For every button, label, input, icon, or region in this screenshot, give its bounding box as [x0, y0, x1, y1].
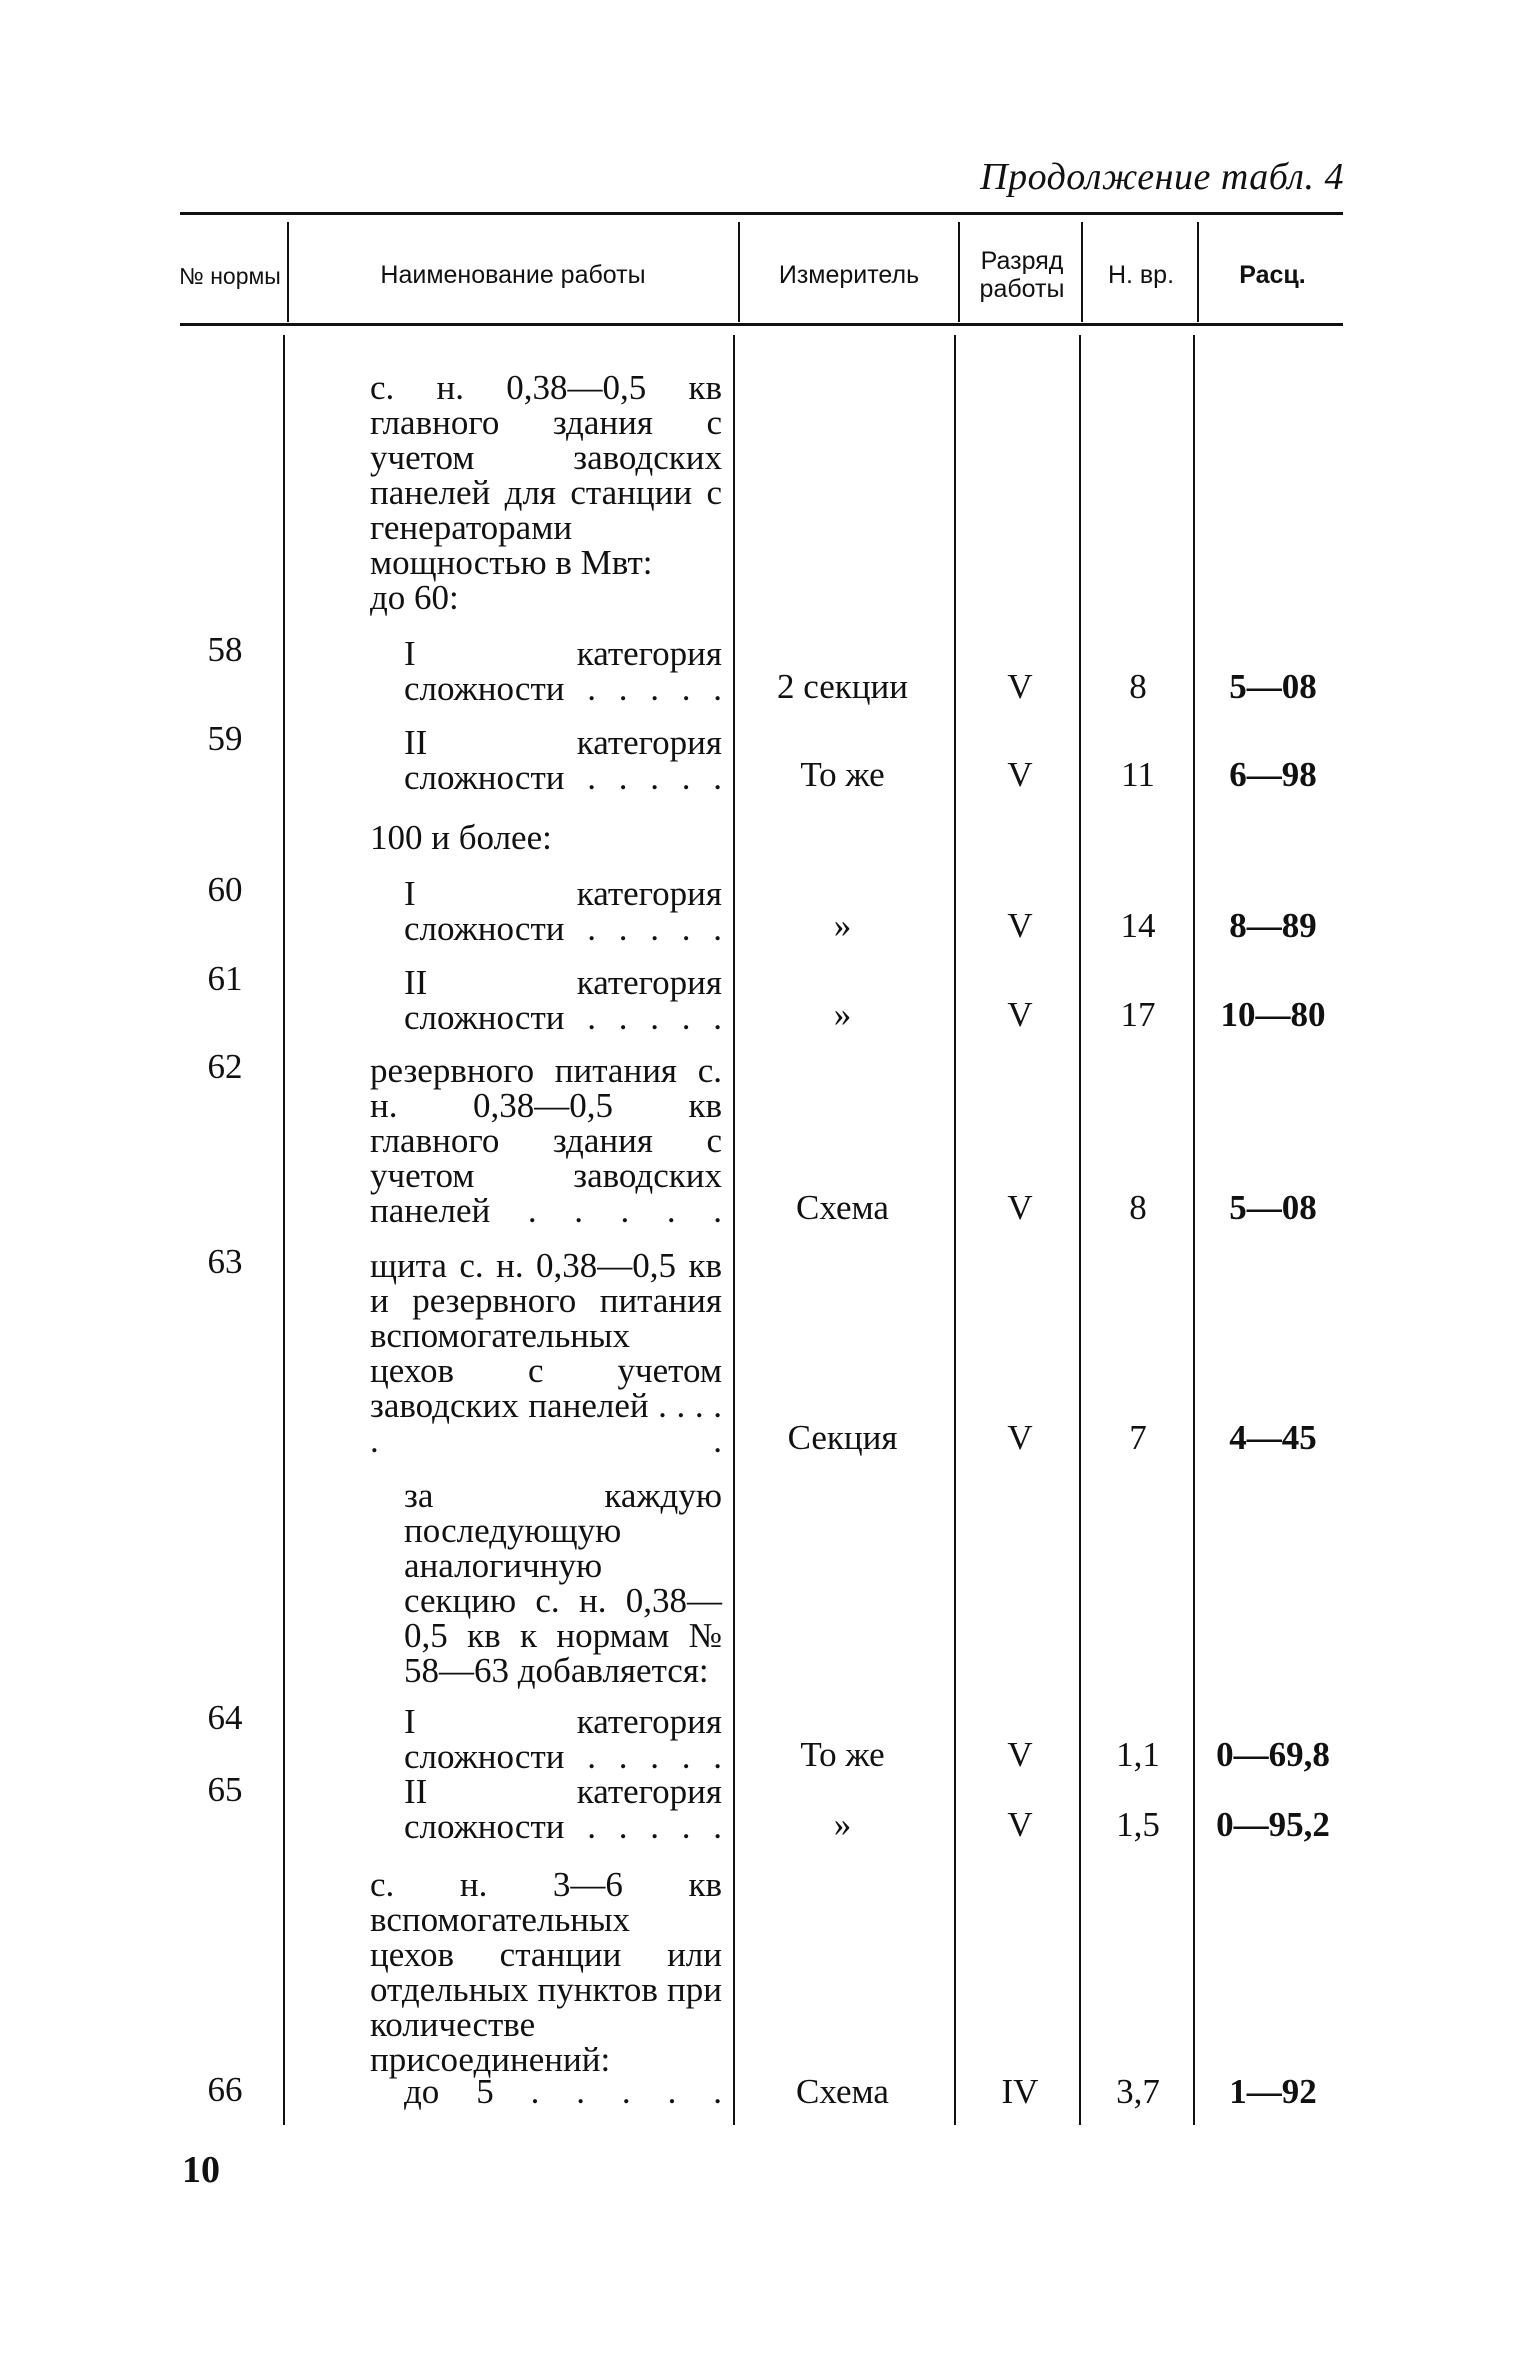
header-divider — [287, 222, 289, 322]
section-aux: с. н. 3—6 кв вспомогательных цехов станции или отдельных пунктов при количестве присоединений: — [370, 1865, 722, 2079]
column-divider — [1079, 335, 1081, 2125]
row-time-norm: 17 — [1120, 995, 1156, 1034]
norm-number: 60 — [207, 870, 243, 909]
row-rate: 5—08 — [1229, 1188, 1317, 1227]
row-measure: То же — [800, 1735, 885, 1774]
row-time-norm: 8 — [1129, 667, 1147, 706]
row-measure: » — [833, 1805, 852, 1844]
column-divider — [733, 335, 735, 2125]
row-description: I категория сложности . . . . . — [404, 874, 722, 948]
column-divider — [283, 335, 285, 2125]
row-description: резервного питания с. н. 0,38—0,5 кв главного здания с учетом заводских панелей . . . . . — [370, 1051, 722, 1230]
section-each-next: за каждую последующую аналогичную секцию с. н. 0,38—0,5 кв к нормам № 58—63 добавляется: — [404, 1476, 722, 1690]
header-divider — [738, 222, 740, 322]
row-time-norm: 11 — [1121, 755, 1155, 794]
row-time-norm: 1,5 — [1116, 1805, 1160, 1844]
header-divider — [1081, 222, 1083, 322]
norm-number: 63 — [207, 1242, 243, 1281]
row-grade: V — [1007, 906, 1033, 945]
row-time-norm: 8 — [1129, 1188, 1147, 1227]
row-rate: 4—45 — [1229, 1418, 1317, 1457]
row-grade: V — [1007, 755, 1033, 794]
row-rate: 10—80 — [1220, 995, 1326, 1034]
row-grade: V — [1007, 1418, 1033, 1457]
header-measure: Измеритель — [778, 261, 920, 289]
row-measure: » — [833, 995, 852, 1034]
norm-number: 65 — [207, 1770, 243, 1809]
page-number: 10 — [182, 2149, 220, 2191]
subsection-upto-60: до 60: — [370, 578, 459, 617]
header-norm-no: № нормы — [179, 263, 281, 289]
row-time-norm: 3,7 — [1116, 2072, 1160, 2111]
norm-number: 59 — [207, 719, 243, 758]
row-description: щита с. н. 0,38—0,5 кв и резервного питания вспомогательных цехов с учетом заводских панелей . . . . . . — [370, 1246, 722, 1460]
row-grade: V — [1007, 1188, 1033, 1227]
row-description: I категория сложности . . . . . — [404, 1702, 722, 1776]
row-description: II категория сложности . . . . . — [404, 963, 722, 1037]
row-description: I категория сложности . . . . . — [404, 634, 722, 708]
norm-number: 64 — [207, 1698, 243, 1737]
row-measure: Схема — [796, 1188, 889, 1227]
row-rate: 8—89 — [1229, 906, 1317, 945]
header-divider — [958, 222, 960, 322]
row-time-norm: 1,1 — [1116, 1735, 1160, 1774]
row-measure: » — [833, 906, 852, 945]
row-description: II категория сложности . . . . . — [404, 1772, 722, 1846]
norm-number: 66 — [207, 2070, 243, 2109]
header-rate: Расц. — [1239, 261, 1306, 289]
row-time-norm: 14 — [1120, 906, 1156, 945]
header-name: Наименование работы — [380, 261, 646, 289]
norm-number: 62 — [207, 1047, 243, 1086]
row-measure: Схема — [796, 2072, 889, 2111]
row-rate: 6—98 — [1229, 755, 1317, 794]
row-grade: V — [1007, 1735, 1033, 1774]
row-measure: Секция — [787, 1418, 898, 1457]
header-bottom-rule — [180, 323, 1343, 326]
row-grade: V — [1007, 667, 1033, 706]
column-divider — [1193, 335, 1195, 2125]
header-divider — [1197, 222, 1199, 322]
section-intro: с. н. 0,38—0,5 кв главного здания с учетом заводских панелей для станции с генераторами мощностью в Мвт: — [370, 368, 722, 582]
norm-number: 61 — [207, 959, 243, 998]
row-rate: 5—08 — [1229, 667, 1317, 706]
row-grade: V — [1007, 1805, 1033, 1844]
header-time-norm: Н. вр. — [1107, 261, 1175, 289]
subsection-100-and-more: 100 и более: — [370, 818, 552, 857]
row-rate: 1—92 — [1229, 2072, 1317, 2111]
row-description: до 5 . . . . . — [404, 2072, 722, 2111]
header-grade: Разряд работы — [979, 247, 1065, 303]
row-rate: 0—95,2 — [1216, 1805, 1330, 1844]
row-measure: То же — [800, 755, 885, 794]
table-caption: Продолжение табл. 4 — [980, 156, 1344, 198]
row-grade: IV — [1001, 2072, 1039, 2111]
row-grade: V — [1007, 995, 1033, 1034]
column-divider — [954, 335, 956, 2125]
row-rate: 0—69,8 — [1216, 1735, 1330, 1774]
row-time-norm: 7 — [1129, 1418, 1147, 1457]
row-description: II категория сложности . . . . . — [404, 723, 722, 797]
norm-number: 58 — [207, 630, 243, 669]
row-measure: 2 секции — [777, 667, 908, 706]
header-top-rule — [180, 212, 1343, 215]
